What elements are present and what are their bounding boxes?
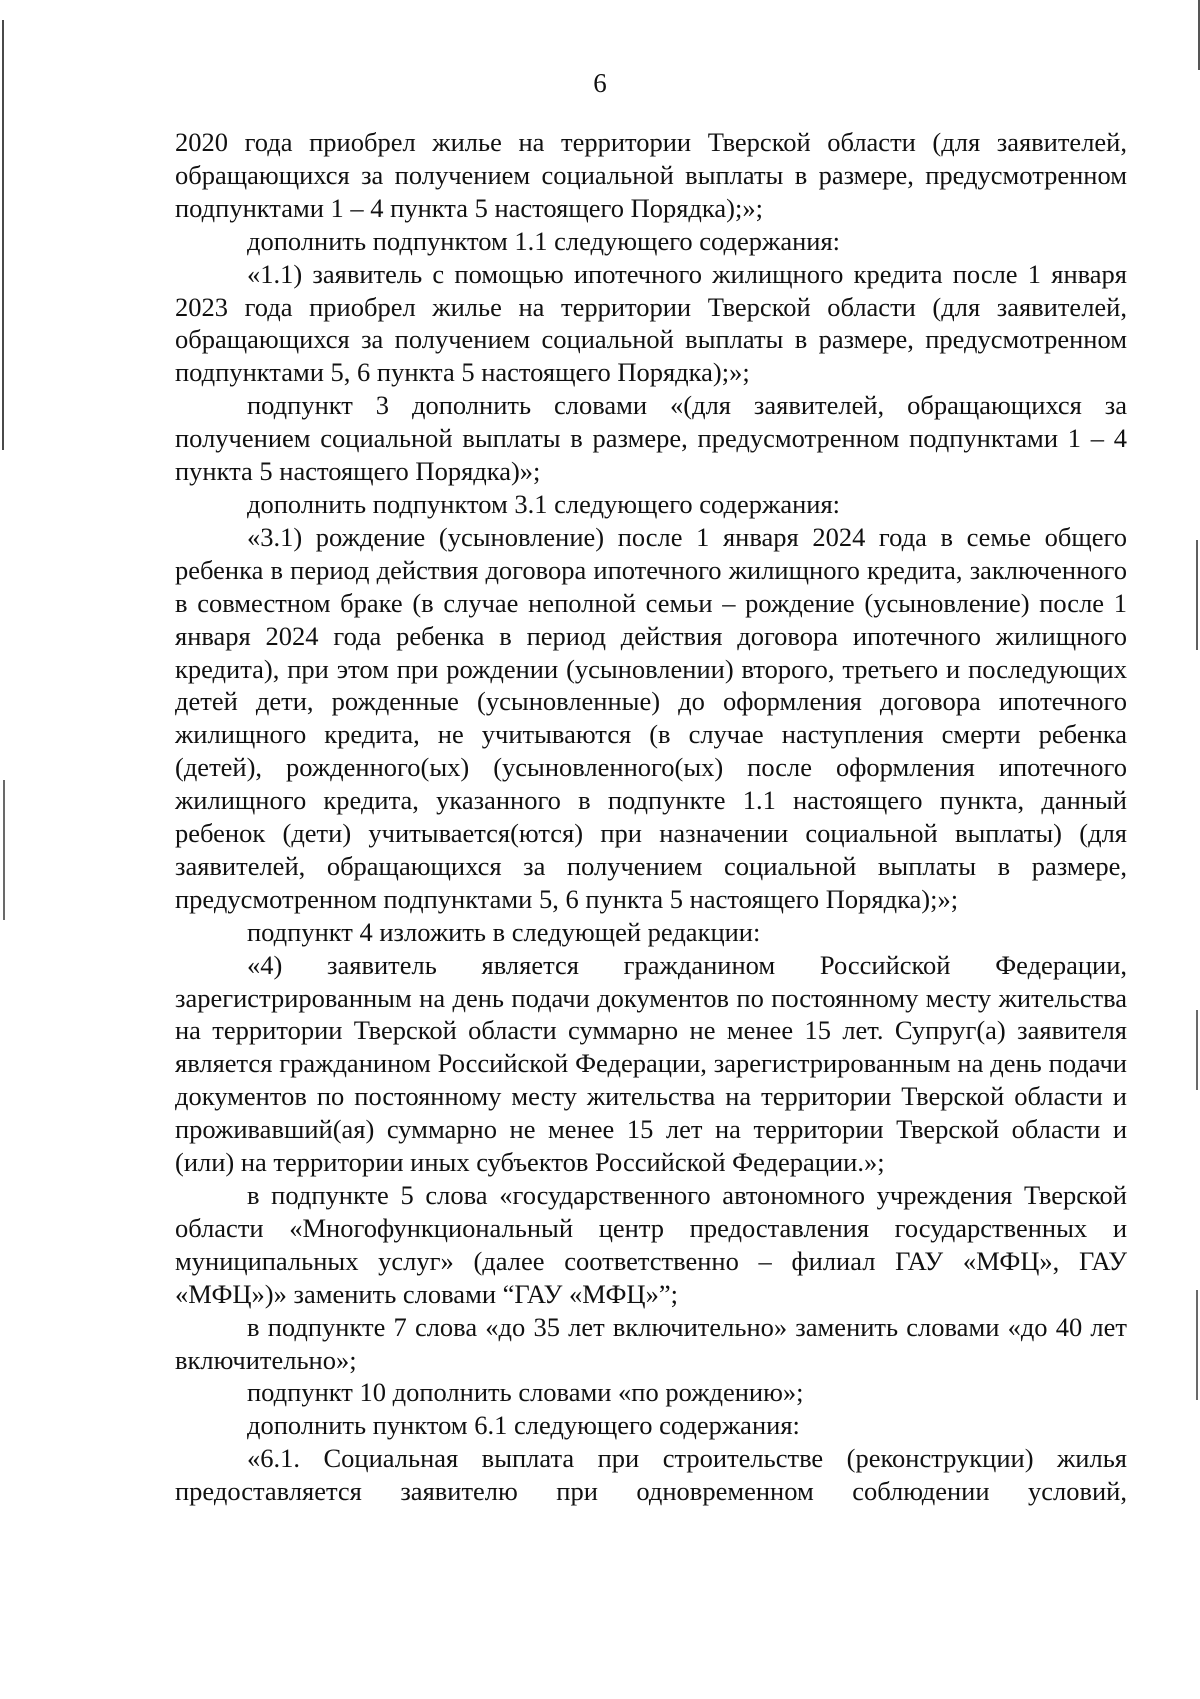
paragraph: подпункт 4 изложить в следующей редакции: [247,916,761,947]
page-number: 6 [593,68,607,98]
document-body [175,126,1127,1508]
scan-edge-mark [1196,1010,1198,1090]
paragraph: «1.1) заявитель с помощью ипотечного жилищного кредита после 1 января 2023 года приобрел жилье на территории Тверской области (для заявителей, обращающихся за получением социальной выплаты в размере, предусмотренном подпунктами 5, 6 пункта 5 настоящего Порядка);»; [175,258,1127,388]
paragraph: «4) заявитель является гражданином Российской Федерации, зарегистрированным на день подачи документов по постоянному месту жительства на территории Тверской области суммарно не менее 15 лет. Супруг(а) заявителя является гражданином Российской Федерации, зарегистрированным на день подачи документов по постоянному месту жительства на территории Тверской области и проживавший(ая) суммарно не менее 15 лет на территории Тверской области и (или) на территории иных субъектов Российской Федерации.»; [175,949,1127,1178]
paragraph: «3.1) рождение (усыновление) после 1 января 2024 года в семье общего ребенка в период действия договора ипотечного жилищного кредита, заключенного в совместном браке (в случае неполной семьи – рождение (усыновление) после 1 января 2024 года ребенка в период действия договора ипотечного жилищного кредита), при этом при рождении (усыновлении) второго, третьего и последующих детей дети, рожденные (усыновленные) до оформления договора ипотечного жилищного кредита, не учитываются (в случае наступления смерти ребенка (детей), рожденного(ых) (усыновленного(ых) после оформления ипотечного жилищного кредита, указанного в подпункте 1.1 настоящего пункта, данный ребенок (дети) учитывается(ются) при назначении социальной выплаты) (для заявителей, обращающихся за получением социальной выплаты в размере, предусмотренном подпунктами 5, 6 пункта 5 настоящего Порядка);»; [175,521,1127,914]
scan-edge-mark [1196,540,1198,650]
paragraph: «6.1. Социальная выплата при строительстве (реконструкции) жилья предоставляется заявителю при одновременном соблюдении условий, [175,1443,1127,1507]
paragraph: подпункт 3 дополнить словами «(для заявителей, обращающихся за получением социальной выплаты в размере, предусмотренном подпунктами 1 – 4 пункта 5 настоящего Порядка)»; [175,390,1127,487]
paragraph: подпункт 10 дополнить словами «по рождению»; [247,1377,804,1408]
paragraph: дополнить подпунктом 3.1 следующего содержания: [247,488,841,519]
scan-edge-mark [1196,1290,1198,1400]
paragraph: в подпункте 7 слова «до 35 лет включительно» заменить словами «до 40 лет включительно»; [175,1311,1127,1375]
scan-edge-mark [3,780,5,920]
paragraph: 2020 года приобрел жилье на территории Тверской области (для заявителей, обращающихся за получением социальной выплаты в размере, предусмотренном подпунктами 1 – 4 пункта 5 настоящего Порядка);»; [175,127,1127,223]
paragraph: дополнить пунктом 6.1 следующего содержания: [247,1410,800,1441]
paragraph: дополнить подпунктом 1.1 следующего содержания: [247,225,841,256]
paragraph: в подпункте 5 слова «государственного автономного учреждения Тверской области «Многофункциональный центр предоставления государственных и муниципальных услуг» (далее соответственно – филиал ГАУ «МФЦ», ГАУ «МФЦ»)» заменить словами “ГАУ «МФЦ»”; [175,1180,1127,1309]
